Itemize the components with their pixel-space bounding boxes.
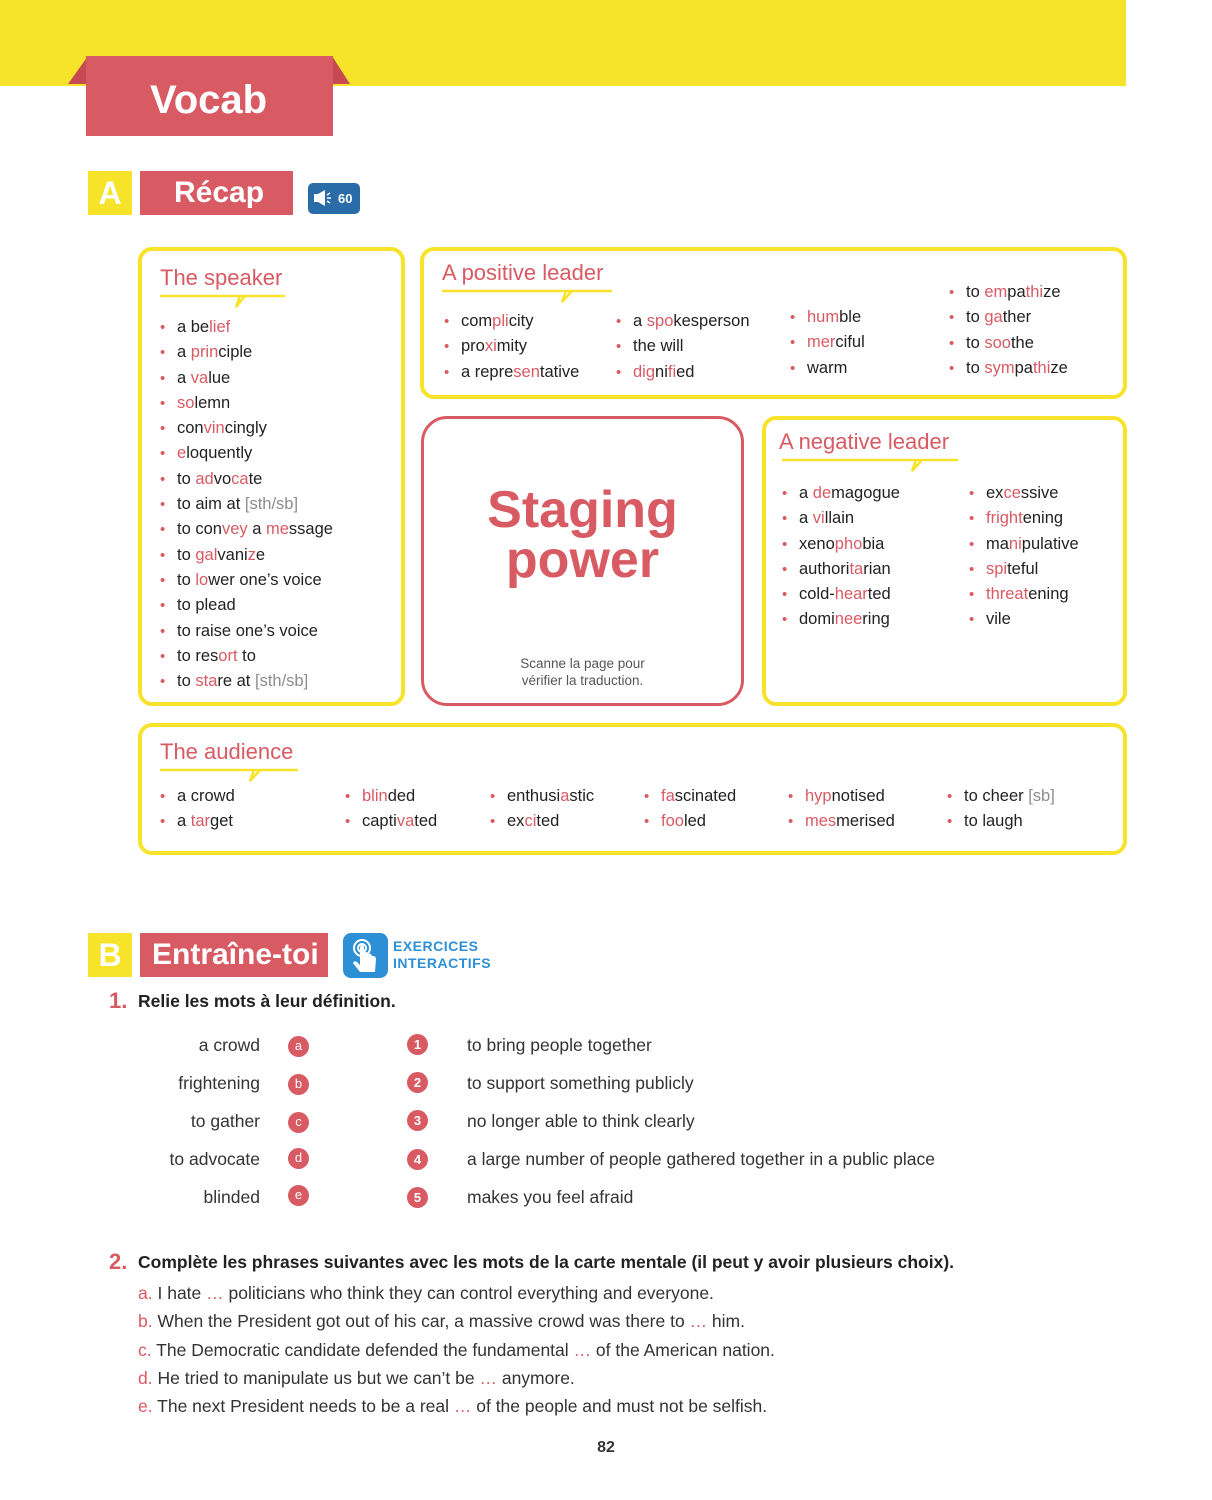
- vocab-item: • proximity: [444, 334, 579, 359]
- audience-col-2: [345, 784, 437, 835]
- vocab-item: • to cheer [sb]: [947, 784, 1055, 809]
- vocab-item: • hypnotised: [788, 784, 895, 809]
- match-letter-c[interactable]: c: [288, 1112, 309, 1133]
- vocab-item: • a villain: [782, 506, 900, 531]
- match-word: frightening: [178, 1073, 260, 1093]
- speaker-box: [138, 247, 405, 706]
- vocab-item: • a principle: [160, 340, 333, 365]
- speaker-box-title: The speaker: [160, 265, 283, 290]
- audience-box: [138, 723, 1127, 855]
- vocab-item: • to convey a message: [160, 517, 333, 542]
- vocab-item: • excited: [490, 809, 594, 834]
- match-letter-d[interactable]: d: [288, 1148, 309, 1169]
- vocab-item: • to galvanize: [160, 543, 333, 568]
- blank[interactable]: …: [206, 1283, 224, 1303]
- negative-col-1: [782, 481, 900, 633]
- vocab-item: • to laugh: [947, 809, 1055, 834]
- match-number-1[interactable]: 1: [407, 1034, 428, 1055]
- section-a-title: Récap: [140, 171, 293, 215]
- sentence-d: [138, 1368, 575, 1389]
- vocab-item: • to soothe: [949, 331, 1068, 356]
- vocab-item: • to plead: [160, 593, 333, 618]
- sentence-text: I hate: [157, 1283, 207, 1303]
- match-definition: makes you feel afraid: [467, 1187, 634, 1207]
- interactive-exercises-button[interactable]: [343, 933, 388, 978]
- title-underline: [782, 457, 962, 477]
- section-a-letter: A: [88, 171, 132, 215]
- interactive-exercises-label[interactable]: [393, 938, 491, 972]
- sentence-b: [138, 1311, 745, 1332]
- vocab-item: • frightening: [969, 506, 1079, 531]
- audience-col-6: [947, 784, 1055, 835]
- audience-col-3: [490, 784, 594, 835]
- blank[interactable]: …: [479, 1368, 497, 1388]
- sentence-text: politicians who think they can control everything and everyone.: [223, 1283, 714, 1303]
- vocab-item: • xenophobia: [782, 532, 900, 557]
- vocab-item: • a crowd: [160, 784, 235, 809]
- vocab-item: • threatening: [969, 582, 1079, 607]
- ribbon-fold-right: [332, 56, 350, 84]
- sentence-text: He tried to manipulate us but we can’t be: [157, 1368, 480, 1388]
- match-number-3[interactable]: 3: [407, 1110, 428, 1131]
- vocab-item: • humble: [790, 305, 865, 330]
- positive-col-4: [949, 280, 1068, 381]
- sentence-c: [138, 1340, 775, 1361]
- vocab-item: • convincingly: [160, 416, 333, 441]
- match-definition: a large number of people gathered together in a public place: [467, 1149, 935, 1169]
- vocab-item: • the will: [616, 334, 750, 359]
- vocab-item: • a belief: [160, 315, 333, 340]
- title-underline: [160, 293, 290, 313]
- section-b-title: Entraîne-toi: [140, 933, 328, 977]
- match-letter-a[interactable]: a: [288, 1036, 309, 1057]
- sentence-text: When the President got out of his car, a massive crowd was there to: [157, 1311, 690, 1331]
- vocab-item: • a target: [160, 809, 235, 834]
- sentence-label: b.: [138, 1311, 153, 1331]
- vocab-item: • to lower one’s voice: [160, 568, 333, 593]
- vocab-item: • warm: [790, 356, 865, 381]
- mind-map-center-card: [421, 416, 744, 706]
- vocab-item: • enthusiastic: [490, 784, 594, 809]
- vocab-item: • to sympathize: [949, 356, 1068, 381]
- positive-col-2: [616, 309, 750, 385]
- match-definition: no longer able to think clearly: [467, 1111, 695, 1131]
- match-definition: to support something publicly: [467, 1073, 694, 1093]
- vocab-item: • fooled: [644, 809, 736, 834]
- positive-leader-box: [420, 247, 1127, 399]
- audience-col-1: [160, 784, 235, 835]
- page-number: 82: [597, 1439, 615, 1456]
- sentence-text: of the American nation.: [591, 1340, 775, 1360]
- vocab-item: • to stare at [sth/sb]: [160, 669, 333, 694]
- speaker-icon: [313, 188, 333, 211]
- sentence-text: The Democratic candidate defended the fundamental: [156, 1340, 574, 1360]
- vocab-item: • cold-hearted: [782, 582, 900, 607]
- sentence-e: [138, 1396, 767, 1417]
- scan-note: [424, 655, 741, 689]
- match-letter-b[interactable]: b: [288, 1074, 309, 1095]
- touch-icon: [343, 933, 388, 978]
- match-word: blinded: [203, 1187, 260, 1207]
- vocab-item: • to resort to: [160, 644, 333, 669]
- vocab-item: • solemn: [160, 391, 333, 416]
- vocab-item: • mesmerised: [788, 809, 895, 834]
- blank[interactable]: …: [453, 1396, 472, 1416]
- match-word: a crowd: [198, 1035, 260, 1055]
- positive-col-1: [444, 309, 579, 385]
- vocab-item: • to empathize: [949, 280, 1068, 305]
- vocab-item: • a spokesperson: [616, 309, 750, 334]
- sentence-text: anymore.: [496, 1368, 575, 1388]
- question-2-text: Complète les phrases suivantes avec les mots de la carte mentale (il peut y avoir plusieurs choix).: [138, 1252, 955, 1272]
- audience-col-4: [644, 784, 736, 835]
- title-line-1: Staging: [487, 481, 678, 539]
- sentence-label: e.: [138, 1396, 153, 1416]
- vocab-item: • excessive: [969, 481, 1079, 506]
- vocab-item: • blinded: [345, 784, 437, 809]
- ribbon-fold-left: [68, 56, 88, 84]
- negative-box-title: A negative leader: [779, 429, 950, 454]
- sentence-label: a.: [138, 1283, 153, 1303]
- speaker-word-list: [160, 315, 333, 694]
- vocab-item: • a representative: [444, 360, 579, 385]
- vocab-item: • eloquently: [160, 441, 333, 466]
- vocab-item: • to gather: [949, 305, 1068, 330]
- audio-button[interactable]: [308, 183, 360, 214]
- page-title: Vocab: [86, 56, 333, 136]
- section-b-letter: B: [88, 933, 132, 977]
- match-definition: to bring people together: [467, 1035, 652, 1055]
- vocab-item: • vile: [969, 607, 1079, 632]
- scan-note-line-2: vérifier la traduction.: [521, 673, 644, 688]
- vocab-item: • captivated: [345, 809, 437, 834]
- vocab-item: • a demagogue: [782, 481, 900, 506]
- match-letter-e[interactable]: e: [288, 1185, 309, 1206]
- negative-col-2: [969, 481, 1079, 633]
- match-number-4[interactable]: 4: [407, 1149, 428, 1170]
- audience-col-5: [788, 784, 895, 835]
- exercises-line-2: INTERACTIFS: [393, 955, 492, 971]
- positive-col-3: [790, 305, 865, 381]
- match-number-2[interactable]: 2: [407, 1072, 428, 1093]
- vocab-item: • spiteful: [969, 557, 1079, 582]
- vocab-item: • manipulative: [969, 532, 1079, 557]
- question-2-number: 2.: [109, 1249, 128, 1274]
- title-underline: [442, 288, 617, 308]
- vocab-item: • a value: [160, 366, 333, 391]
- vocab-item: • to advocate: [160, 467, 333, 492]
- scan-note-line-1: Scanne la page pour: [520, 656, 645, 671]
- audio-track-number: 60: [338, 191, 353, 206]
- sentence-label: c.: [138, 1340, 152, 1360]
- blank[interactable]: …: [573, 1340, 592, 1360]
- vocab-item: • dignified: [616, 360, 750, 385]
- audience-box-title: The audience: [160, 739, 294, 764]
- vocab-item: • to aim at [sth/sb]: [160, 492, 333, 517]
- match-number-5[interactable]: 5: [407, 1187, 428, 1208]
- mind-map-title: [424, 481, 741, 589]
- question-1-text: Relie les mots à leur définition.: [138, 991, 396, 1011]
- sentence-a: [138, 1283, 714, 1304]
- blank[interactable]: …: [689, 1311, 708, 1331]
- positive-box-title: A positive leader: [442, 260, 604, 285]
- vocab-item: • authoritarian: [782, 557, 900, 582]
- exercises-line-1: EXERCICES: [393, 938, 479, 954]
- sentence-text: of the people and must not be selfish.: [471, 1396, 768, 1416]
- sentence-text: The next President needs to be a real: [157, 1396, 454, 1416]
- negative-leader-box: [762, 416, 1127, 706]
- vocab-item: • domineering: [782, 607, 900, 632]
- vocab-item: • complicity: [444, 309, 579, 334]
- sentence-label: d.: [138, 1368, 153, 1388]
- title-line-2: power: [505, 531, 660, 589]
- vocab-item: • merciful: [790, 330, 865, 355]
- match-word: to advocate: [169, 1149, 260, 1169]
- match-word: to gather: [190, 1111, 260, 1131]
- vocab-item: • to raise one’s voice: [160, 619, 333, 644]
- question-1-number: 1.: [109, 988, 128, 1013]
- sentence-text: him.: [707, 1311, 745, 1331]
- vocab-item: • fascinated: [644, 784, 736, 809]
